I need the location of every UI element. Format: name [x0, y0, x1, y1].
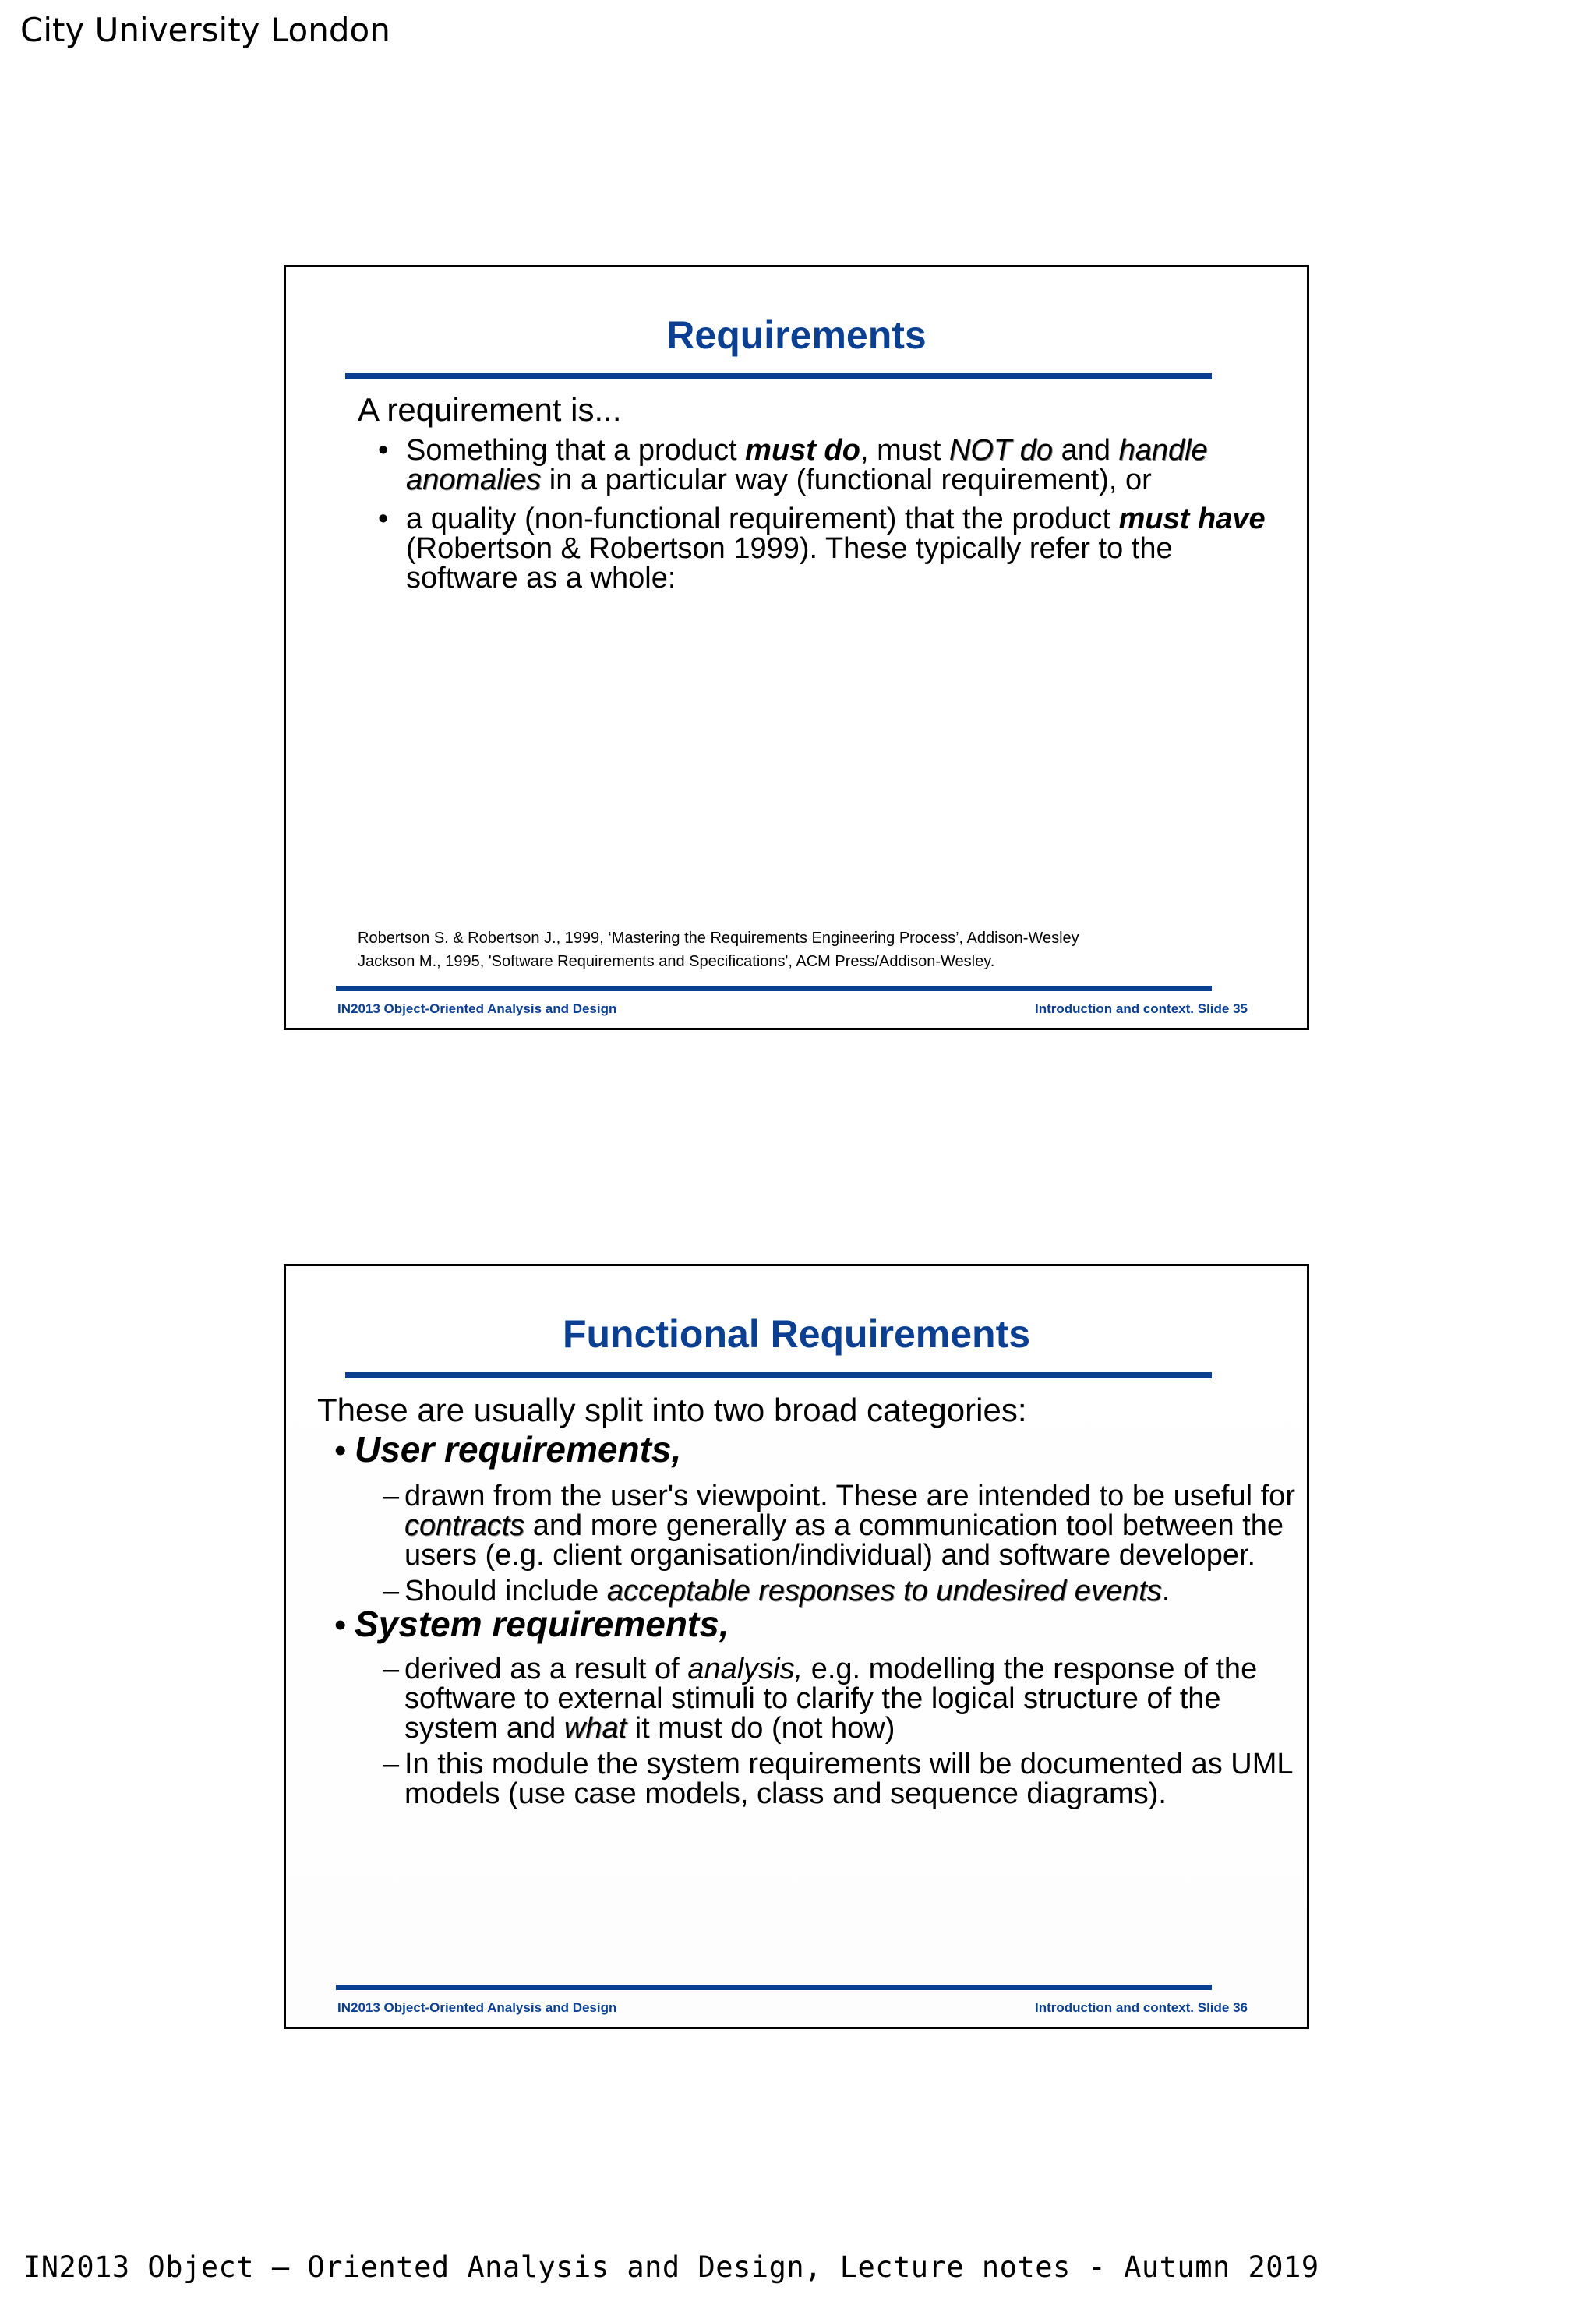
dash-marker: – — [383, 1748, 400, 1780]
text: and more generally as a communication tool between the — [524, 1509, 1284, 1542]
emphasis-must-have: must have — [1118, 503, 1266, 535]
bullet-line — [406, 465, 1152, 495]
references — [358, 926, 1079, 973]
dash-marker: – — [383, 1653, 400, 1685]
text: derived as a result of — [404, 1653, 688, 1685]
slide-footer-number: Introduction and context. Slide 35 — [1035, 1001, 1248, 1016]
bullet-dot: • — [334, 1606, 347, 1644]
item-line — [404, 1511, 1284, 1540]
page-footer: IN2013 Object – Oriented Analysis and Design, Lecture notes - Autumn 2019 — [23, 2250, 1319, 2284]
emphasis-contracts: contracts — [404, 1509, 525, 1542]
page-header: City University London — [20, 11, 390, 49]
text: system and — [404, 1712, 564, 1745]
footer-rule — [336, 1985, 1212, 1990]
heading-text: System requirements, — [354, 1604, 729, 1644]
dash-marker: – — [383, 1575, 400, 1608]
item-line: models (use case models, class and sequence diagrams). — [404, 1777, 1167, 1810]
slide-title: Requirements — [666, 313, 927, 357]
item-line — [404, 1576, 1170, 1606]
reference-item: Jackson M., 1995, 'Software Requirements and Specifications', ACM Press/Addison-Wesley. — [358, 953, 995, 970]
item-line: users (e.g. client organisation/individual) and software developer. — [404, 1539, 1256, 1572]
title-rule — [345, 1372, 1212, 1378]
slide-footer-course: IN2013 Object-Oriented Analysis and Design — [337, 2000, 617, 2015]
dash-marker: – — [383, 1480, 400, 1512]
emphasis-analysis: analysis, — [687, 1653, 803, 1685]
emphasis-must-do: must do — [745, 434, 860, 467]
heading-text: User requirements, — [354, 1429, 682, 1470]
footer-rule — [336, 986, 1212, 991]
system-requirements-heading — [334, 1604, 729, 1644]
slide-intro: These are usually split into two broad categories: — [317, 1392, 1027, 1428]
bullet-dot: • — [378, 503, 389, 535]
slide-intro: A requirement is... — [358, 391, 622, 428]
text: it must do (not how) — [627, 1712, 895, 1745]
bullet-line: (Robertson & Robertson 1999). These typically refer to the — [406, 532, 1173, 565]
title-rule — [345, 373, 1212, 379]
bullet-line — [406, 436, 1208, 465]
bullet-line — [406, 504, 1266, 534]
text: . — [1161, 1575, 1171, 1608]
item-line: drawn from the user's viewpoint. These are intended to be useful for — [404, 1480, 1295, 1512]
text: e.g. modelling the response of the — [803, 1653, 1258, 1685]
user-requirements-heading — [334, 1429, 682, 1470]
bullet-dot: • — [378, 434, 389, 467]
text: in a particular way (functional requirement), or — [541, 464, 1152, 496]
emphasis-anomalies: anomalies — [406, 464, 542, 496]
slide-functional-requirements — [284, 1264, 1309, 2029]
bullet-dot: • — [334, 1431, 347, 1470]
text: Should include — [404, 1575, 607, 1608]
slide-footer-number: Introduction and context. Slide 36 — [1035, 2000, 1248, 2015]
text: a quality (non-functional requirement) that the product — [406, 503, 1119, 535]
emphasis-what: what — [563, 1712, 627, 1745]
slide-requirements — [284, 265, 1309, 1030]
emphasis-undesired-events: acceptable responses to undesired events — [606, 1575, 1162, 1608]
item-line — [404, 1654, 1257, 1684]
text: Something that a product — [406, 434, 746, 467]
reference-item: Robertson S. & Robertson J., 1999, ‘Mastering the Requirements Engineering Process’, Addison-Wesley — [358, 930, 1079, 947]
item-line — [404, 1713, 895, 1743]
bullet-line: software as a whole: — [406, 562, 676, 595]
emphasis-handle: handle — [1118, 434, 1208, 467]
slide-footer-course: IN2013 Object-Oriented Analysis and Design — [337, 1001, 617, 1016]
text: , must — [860, 434, 949, 467]
text: and — [1053, 434, 1119, 467]
item-line: software to external stimuli to clarify the logical structure of the — [404, 1682, 1221, 1715]
item-line: In this module the system requirements will be documented as UML — [404, 1748, 1294, 1780]
slide-title: Functional Requirements — [562, 1312, 1031, 1356]
emphasis-not-do: NOT do — [948, 434, 1054, 467]
